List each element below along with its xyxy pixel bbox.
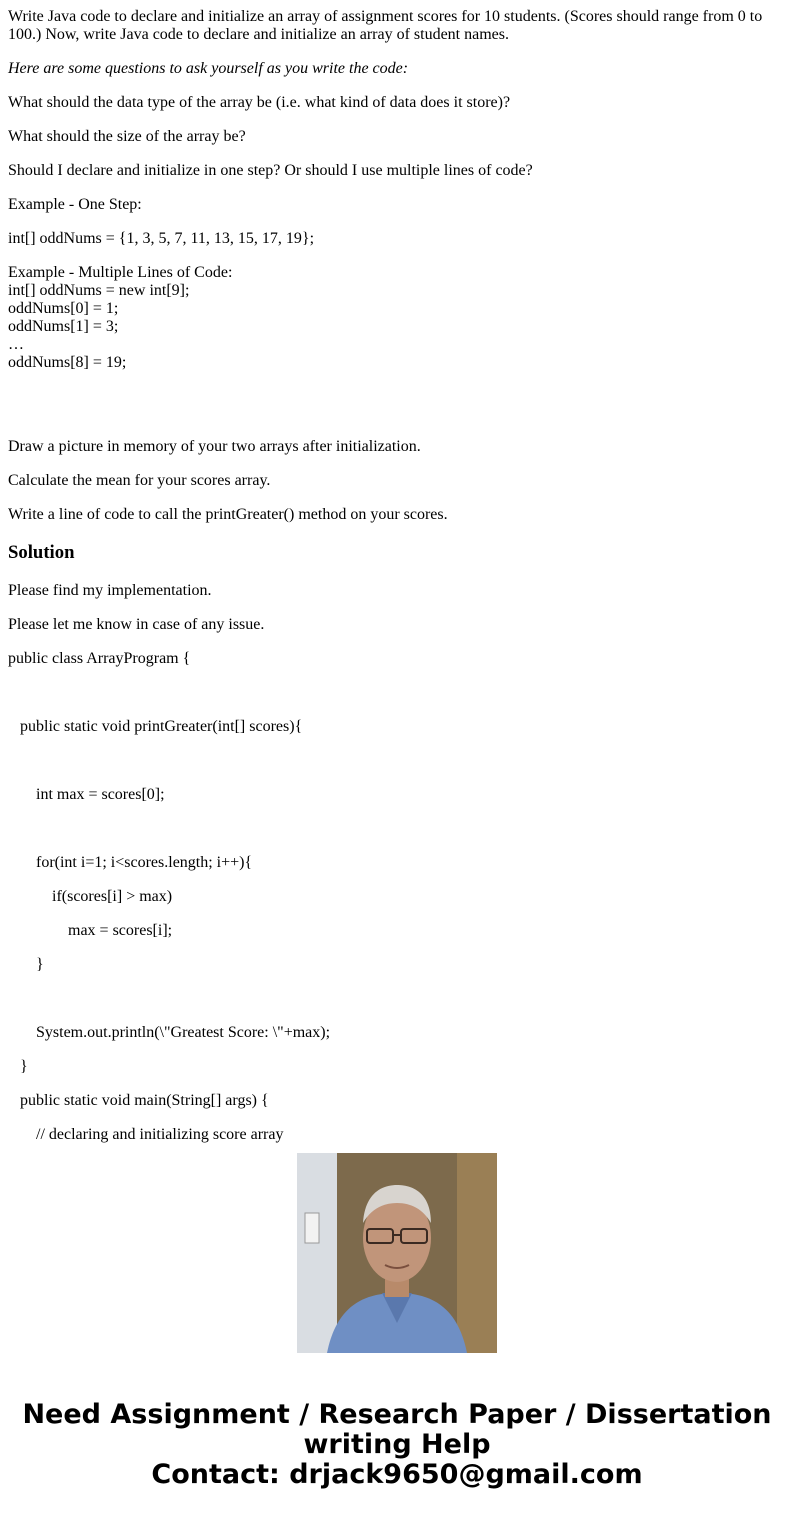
- question-3: Should I declare and initialize in one step? Or should I use multiple lines of code?: [8, 162, 533, 179]
- promo-line-2: writing Help: [303, 1429, 491, 1460]
- code-line: }: [36, 956, 44, 973]
- task-draw: Draw a picture in memory of your two arrays after initialization.: [8, 438, 421, 455]
- question-2: What should the size of the array be?: [8, 128, 246, 145]
- question-1: What should the data type of the array be (i.e. what kind of data does it store)?: [8, 94, 511, 111]
- code-line: System.out.println(\"Greatest Score: \"+max);: [36, 1024, 331, 1041]
- solution-line-2: Please let me know in case of any issue.: [8, 616, 265, 633]
- blank-space: [8, 684, 784, 702]
- blank-space: [8, 388, 784, 422]
- blank-space: [8, 752, 784, 770]
- example-one-step-code: int[] oddNums = {1, 3, 5, 7, 11, 13, 15, 17, 19};: [8, 230, 315, 247]
- code-line: // declaring and initializing score array: [36, 1126, 284, 1143]
- code-line: if(scores[i] > max): [52, 888, 173, 905]
- example-multi-line: oddNums[0] = 1;: [8, 300, 119, 317]
- document-content: [8, 0, 784, 1143]
- example-multi-line: oddNums[1] = 3;: [8, 318, 119, 335]
- solution-line-1: Please find my implementation.: [8, 582, 212, 599]
- code-line: int max = scores[0];: [36, 786, 165, 803]
- code-line: for(int i=1; i<scores.length; i++){: [36, 854, 253, 871]
- blank-space: [8, 820, 784, 838]
- example-multi-line: oddNums[8] = 19;: [8, 354, 127, 371]
- code-line: public static void main(String[] args) {: [20, 1092, 269, 1109]
- solution-heading: Solution: [8, 542, 75, 563]
- code-line: max = scores[i];: [68, 922, 173, 939]
- example-one-step-label: Example - One Step:: [8, 196, 142, 213]
- code-line: }: [20, 1058, 28, 1075]
- promo-contact: Contact: drjack9650@gmail.com: [151, 1459, 643, 1490]
- author-avatar: [297, 1153, 497, 1353]
- example-multi-line: int[] oddNums = new int[9];: [8, 282, 190, 299]
- example-multi-block: [8, 264, 784, 372]
- questions-heading: Here are some questions to ask yourself as you write the code:: [8, 60, 409, 77]
- promo-banner: [0, 1400, 794, 1490]
- task-mean: Calculate the mean for your scores array.: [8, 472, 271, 489]
- code-line: public static void printGreater(int[] scores){: [20, 718, 303, 735]
- blank-space: [8, 990, 784, 1008]
- question-intro: Write Java code to declare and initialize an array of assignment scores for 10 students. (Scores should range from 0 to 100.) Now, write Java code to declare and initialize an array of student names.: [8, 8, 763, 43]
- author-portrait: [297, 1153, 497, 1353]
- example-multi-label: Example - Multiple Lines of Code:: [8, 264, 233, 281]
- promo-line-1: Need Assignment / Research Paper / Dissertation: [22, 1399, 772, 1430]
- example-multi-line: …: [8, 336, 24, 353]
- code-line: public class ArrayProgram {: [8, 650, 191, 667]
- task-call: Write a line of code to call the printGreater() method on your scores.: [8, 506, 448, 523]
